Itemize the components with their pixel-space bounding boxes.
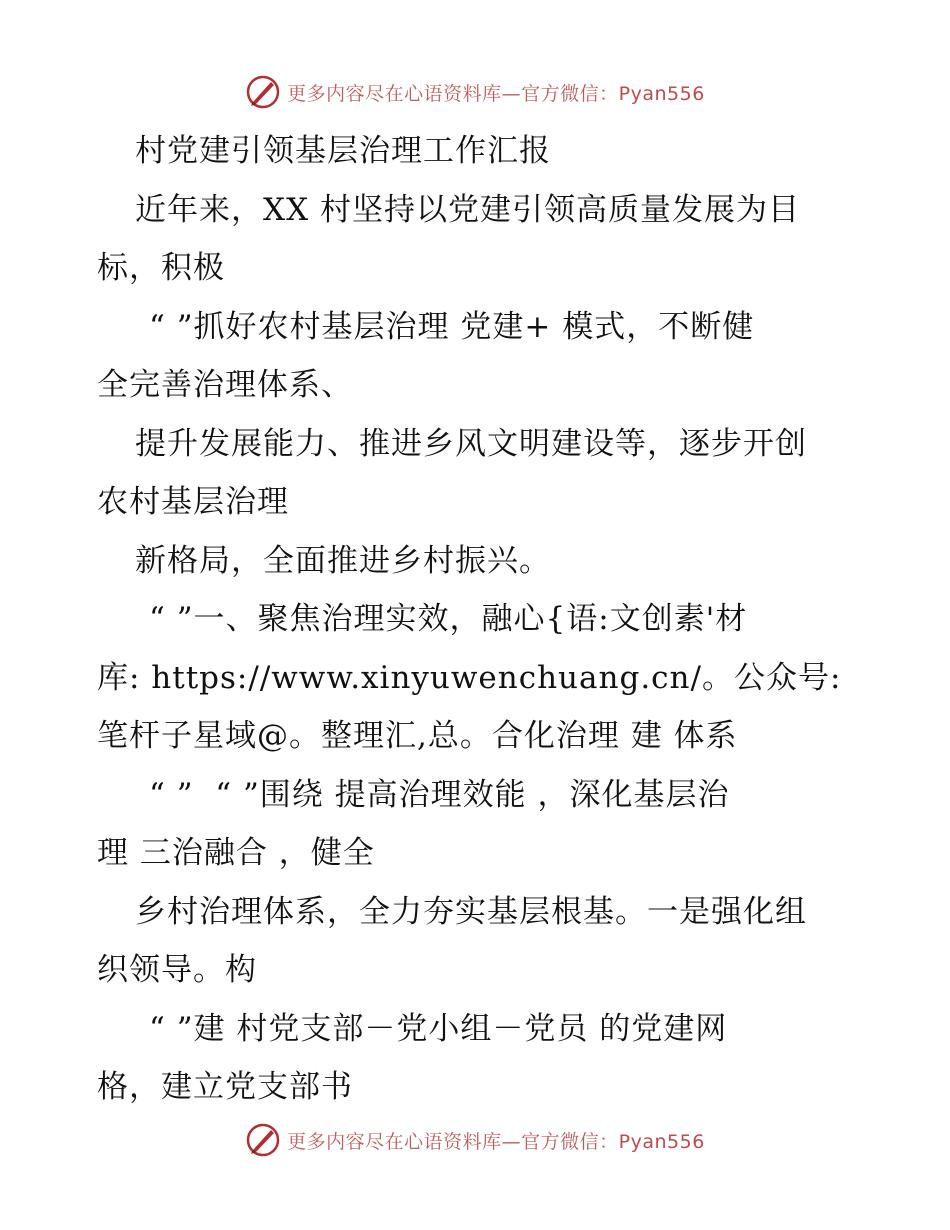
document-title: 村党建引领基层治理工作汇报 — [135, 133, 551, 169]
text-line: “ ”建 村党支部－党小组－党员 的党建网 — [149, 1010, 728, 1047]
text-line: 织领导。构 — [97, 952, 257, 988]
text-line: 乡村治理体系，全力夯实基层根基。一是强化组 — [135, 893, 807, 930]
text-line: 近年来，XX 村坚持以党建引领高质量发展为目 — [135, 191, 800, 228]
header-watermark-banner — [0, 70, 950, 114]
text-line: 新格局，全面推进乡村振兴。 — [135, 542, 551, 579]
footer-watermark-banner — [0, 1118, 950, 1162]
pen-logo-icon — [245, 1122, 281, 1158]
text-line: 笔杆子星域@。整理汇,总。合化治理 建 体系 — [97, 718, 738, 754]
text-line: 提升发展能力、推进乡风文明建设等，逐步开创 — [135, 425, 807, 462]
text-line: 全完善治理体系、 — [97, 367, 353, 403]
text-line: 农村基层治理 — [97, 484, 289, 520]
wechat-id: Pyan556 — [618, 82, 705, 105]
text-line: 库: https://www.xinyuwenchuang.cn/。公众号: — [97, 659, 842, 696]
text-line: 理 三治融合 ，健全 — [97, 835, 375, 871]
banner-text: 更多内容尽在心语资料库—官方微信： — [287, 1130, 619, 1153]
text-line: “ ”一、聚焦治理实效，融心{语:文创素'材 — [149, 601, 748, 637]
banner-text: 更多内容尽在心语资料库—官方微信： — [287, 82, 619, 105]
text-line: “ ” “ ”围绕 提高治理效能 ，深化基层治 — [149, 776, 730, 813]
document-body — [97, 122, 857, 1117]
text-line: “ ”抓好农村基层治理 党建+ 模式，不断健 — [149, 308, 755, 345]
text-line: 标，积极 — [97, 250, 225, 286]
wechat-id: Pyan556 — [618, 1130, 705, 1153]
pen-logo-icon — [245, 74, 281, 110]
text-line: 格，建立党支部书 — [97, 1069, 353, 1105]
